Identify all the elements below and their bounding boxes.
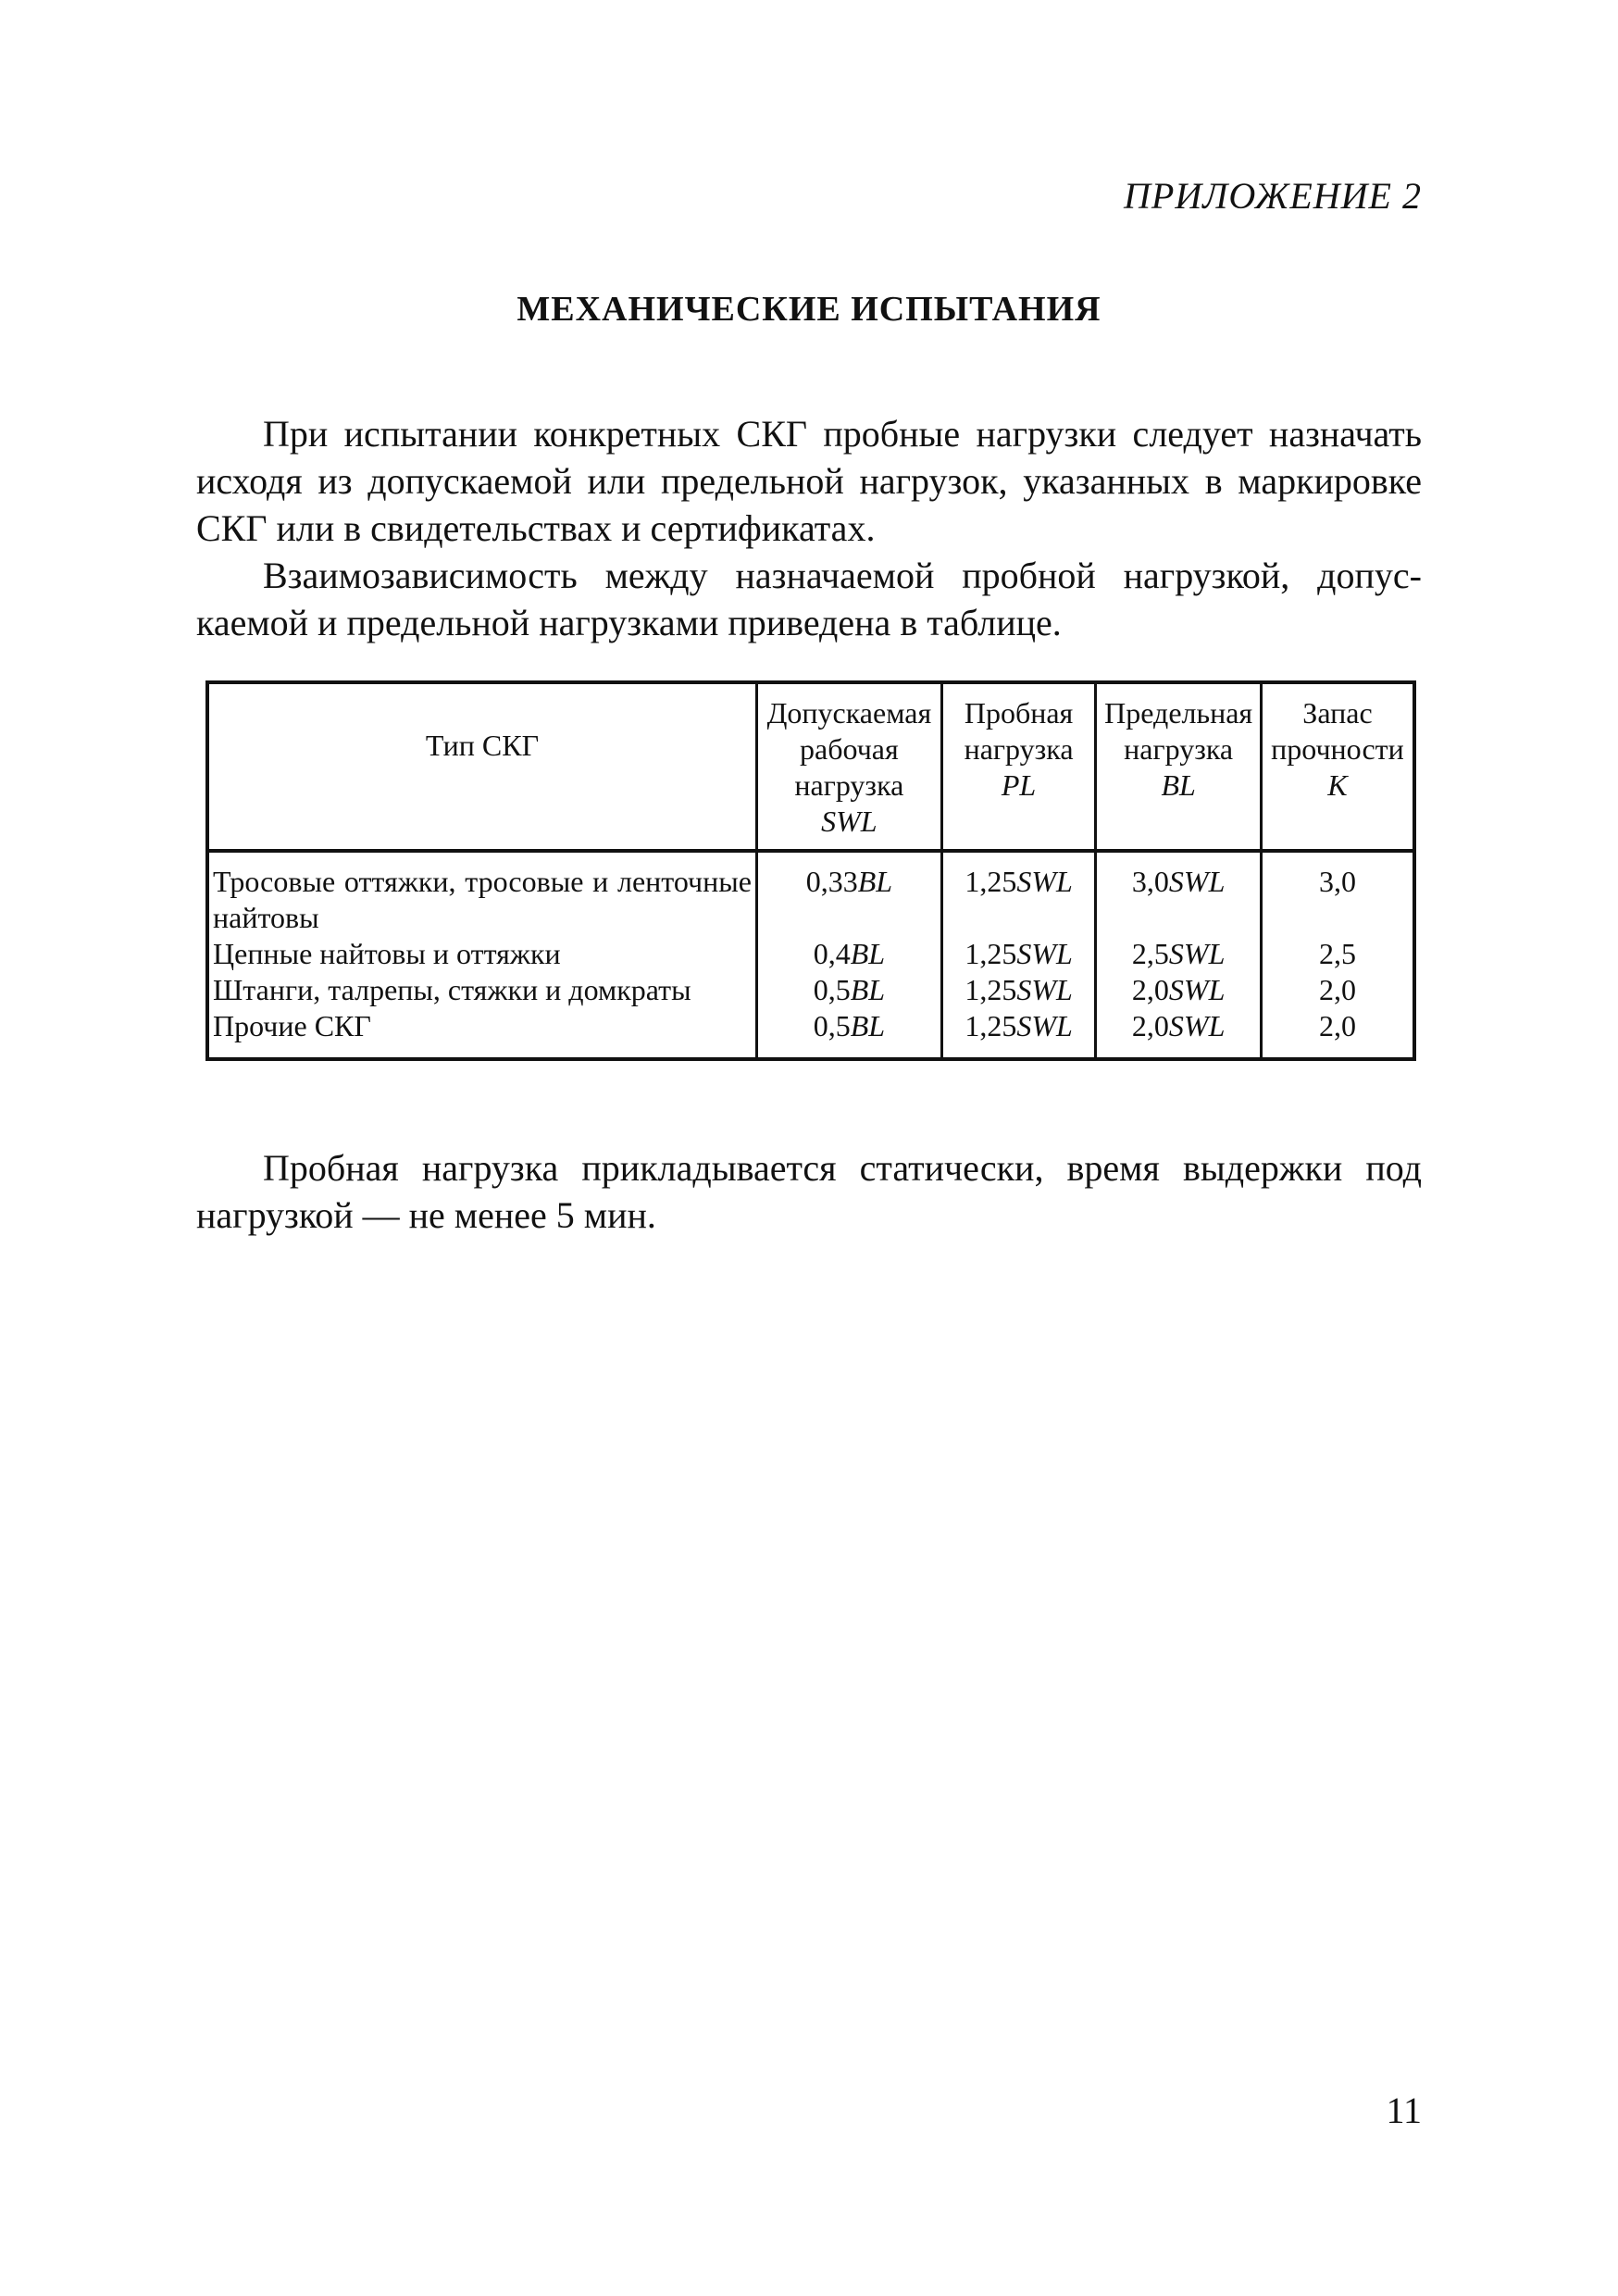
table-row	[207, 1008, 1414, 1059]
coef: 0,5	[813, 973, 851, 1006]
cell-bl	[1096, 1008, 1262, 1059]
cell-swl	[756, 972, 941, 1008]
coef: 2,0	[1131, 1009, 1169, 1042]
intro-text	[196, 410, 1422, 646]
cell-type: Прочие СКГ	[207, 1008, 756, 1059]
symbol: SWL	[1168, 865, 1226, 898]
symbol: SWL	[1168, 937, 1226, 970]
cell-bl	[1096, 972, 1262, 1008]
symbol: BL	[850, 973, 886, 1006]
page-number: 11	[1386, 2090, 1422, 2131]
symbol: SWL	[1016, 973, 1073, 1006]
coef: 3,0	[1131, 865, 1169, 898]
coef: 1,25	[965, 1009, 1017, 1042]
coef: 2,5	[1131, 937, 1169, 970]
cell-k: 2,0	[1261, 972, 1414, 1008]
header-k-label: Запас прочности	[1271, 696, 1404, 766]
cell-pl	[941, 1008, 1096, 1059]
coef: 0,33	[805, 865, 858, 898]
cell-k: 2,0	[1261, 1008, 1414, 1059]
cell-swl	[756, 1008, 941, 1059]
cell-type: Штанги, талрепы, стяжки и домкраты	[207, 972, 756, 1008]
header-bl	[1096, 682, 1262, 851]
table-row	[207, 936, 1414, 972]
cell-type: Тросовые оттяжки, тросовые и ленточные найтовы	[207, 851, 756, 936]
cell-type: Цепные найтовы и оттяжки	[207, 936, 756, 972]
coef: 0,5	[813, 1009, 851, 1042]
header-swl-symbol: SWL	[821, 805, 877, 838]
table-row	[207, 851, 1414, 936]
cell-bl	[1096, 851, 1262, 936]
header-k-symbol: K	[1327, 768, 1348, 802]
cell-swl	[756, 851, 941, 936]
document-title: МЕХАНИЧЕСКИЕ ИСПЫТАНИЯ	[517, 290, 1101, 329]
cell-pl	[941, 936, 1096, 972]
cell-pl	[941, 851, 1096, 936]
symbol: SWL	[1016, 1009, 1073, 1042]
header-bl-label: Предельная нагрузка	[1104, 696, 1253, 766]
coef: 1,25	[965, 973, 1017, 1006]
symbol: SWL	[1016, 865, 1073, 898]
coef: 1,25	[965, 865, 1017, 898]
appendix-label: ПРИЛОЖЕНИЕ 2	[1124, 175, 1422, 217]
cell-swl	[756, 936, 941, 972]
cell-pl	[941, 972, 1096, 1008]
symbol: SWL	[1168, 1009, 1226, 1042]
symbol: BL	[850, 1009, 886, 1042]
paragraph: Пробная нагрузка прикладывается статически, время выдержки под нагрузкой — не менее 5 мин.	[196, 1147, 1422, 1236]
header-swl	[756, 682, 941, 851]
header-pl-label: Пробная нагрузка	[964, 696, 1074, 766]
closing-text	[196, 1144, 1422, 1239]
cell-bl	[1096, 936, 1262, 972]
header-k	[1261, 682, 1414, 851]
header-pl	[941, 682, 1096, 851]
cell-k: 2,5	[1261, 936, 1414, 972]
symbol: BL	[850, 937, 886, 970]
coef: 2,0	[1131, 973, 1169, 1006]
coef: 0,4	[813, 937, 851, 970]
paragraph: При испытании конкретных СКГ пробные нагрузки следует назначать исходя из допускаемой или предельной нагрузок, указанных в маркировке СКГ или в свидетельствах и сертификатах.	[196, 413, 1422, 549]
header-type: Тип СКГ	[207, 682, 756, 851]
table-header-row	[207, 682, 1414, 851]
coef: 1,25	[965, 937, 1017, 970]
load-table	[205, 680, 1416, 1061]
header-pl-symbol: PL	[1001, 768, 1037, 802]
table-row	[207, 972, 1414, 1008]
cell-k: 3,0	[1261, 851, 1414, 936]
symbol: SWL	[1016, 937, 1073, 970]
symbol: BL	[857, 865, 893, 898]
paragraph: Взаимозависимость между назначаемой пробной нагрузкой, допускаемой и предельной нагрузками приведена в таблице.	[196, 555, 1422, 643]
symbol: SWL	[1168, 973, 1226, 1006]
header-swl-label: Допускаемая рабочая нагрузка	[766, 696, 932, 802]
header-bl-symbol: BL	[1161, 768, 1196, 802]
